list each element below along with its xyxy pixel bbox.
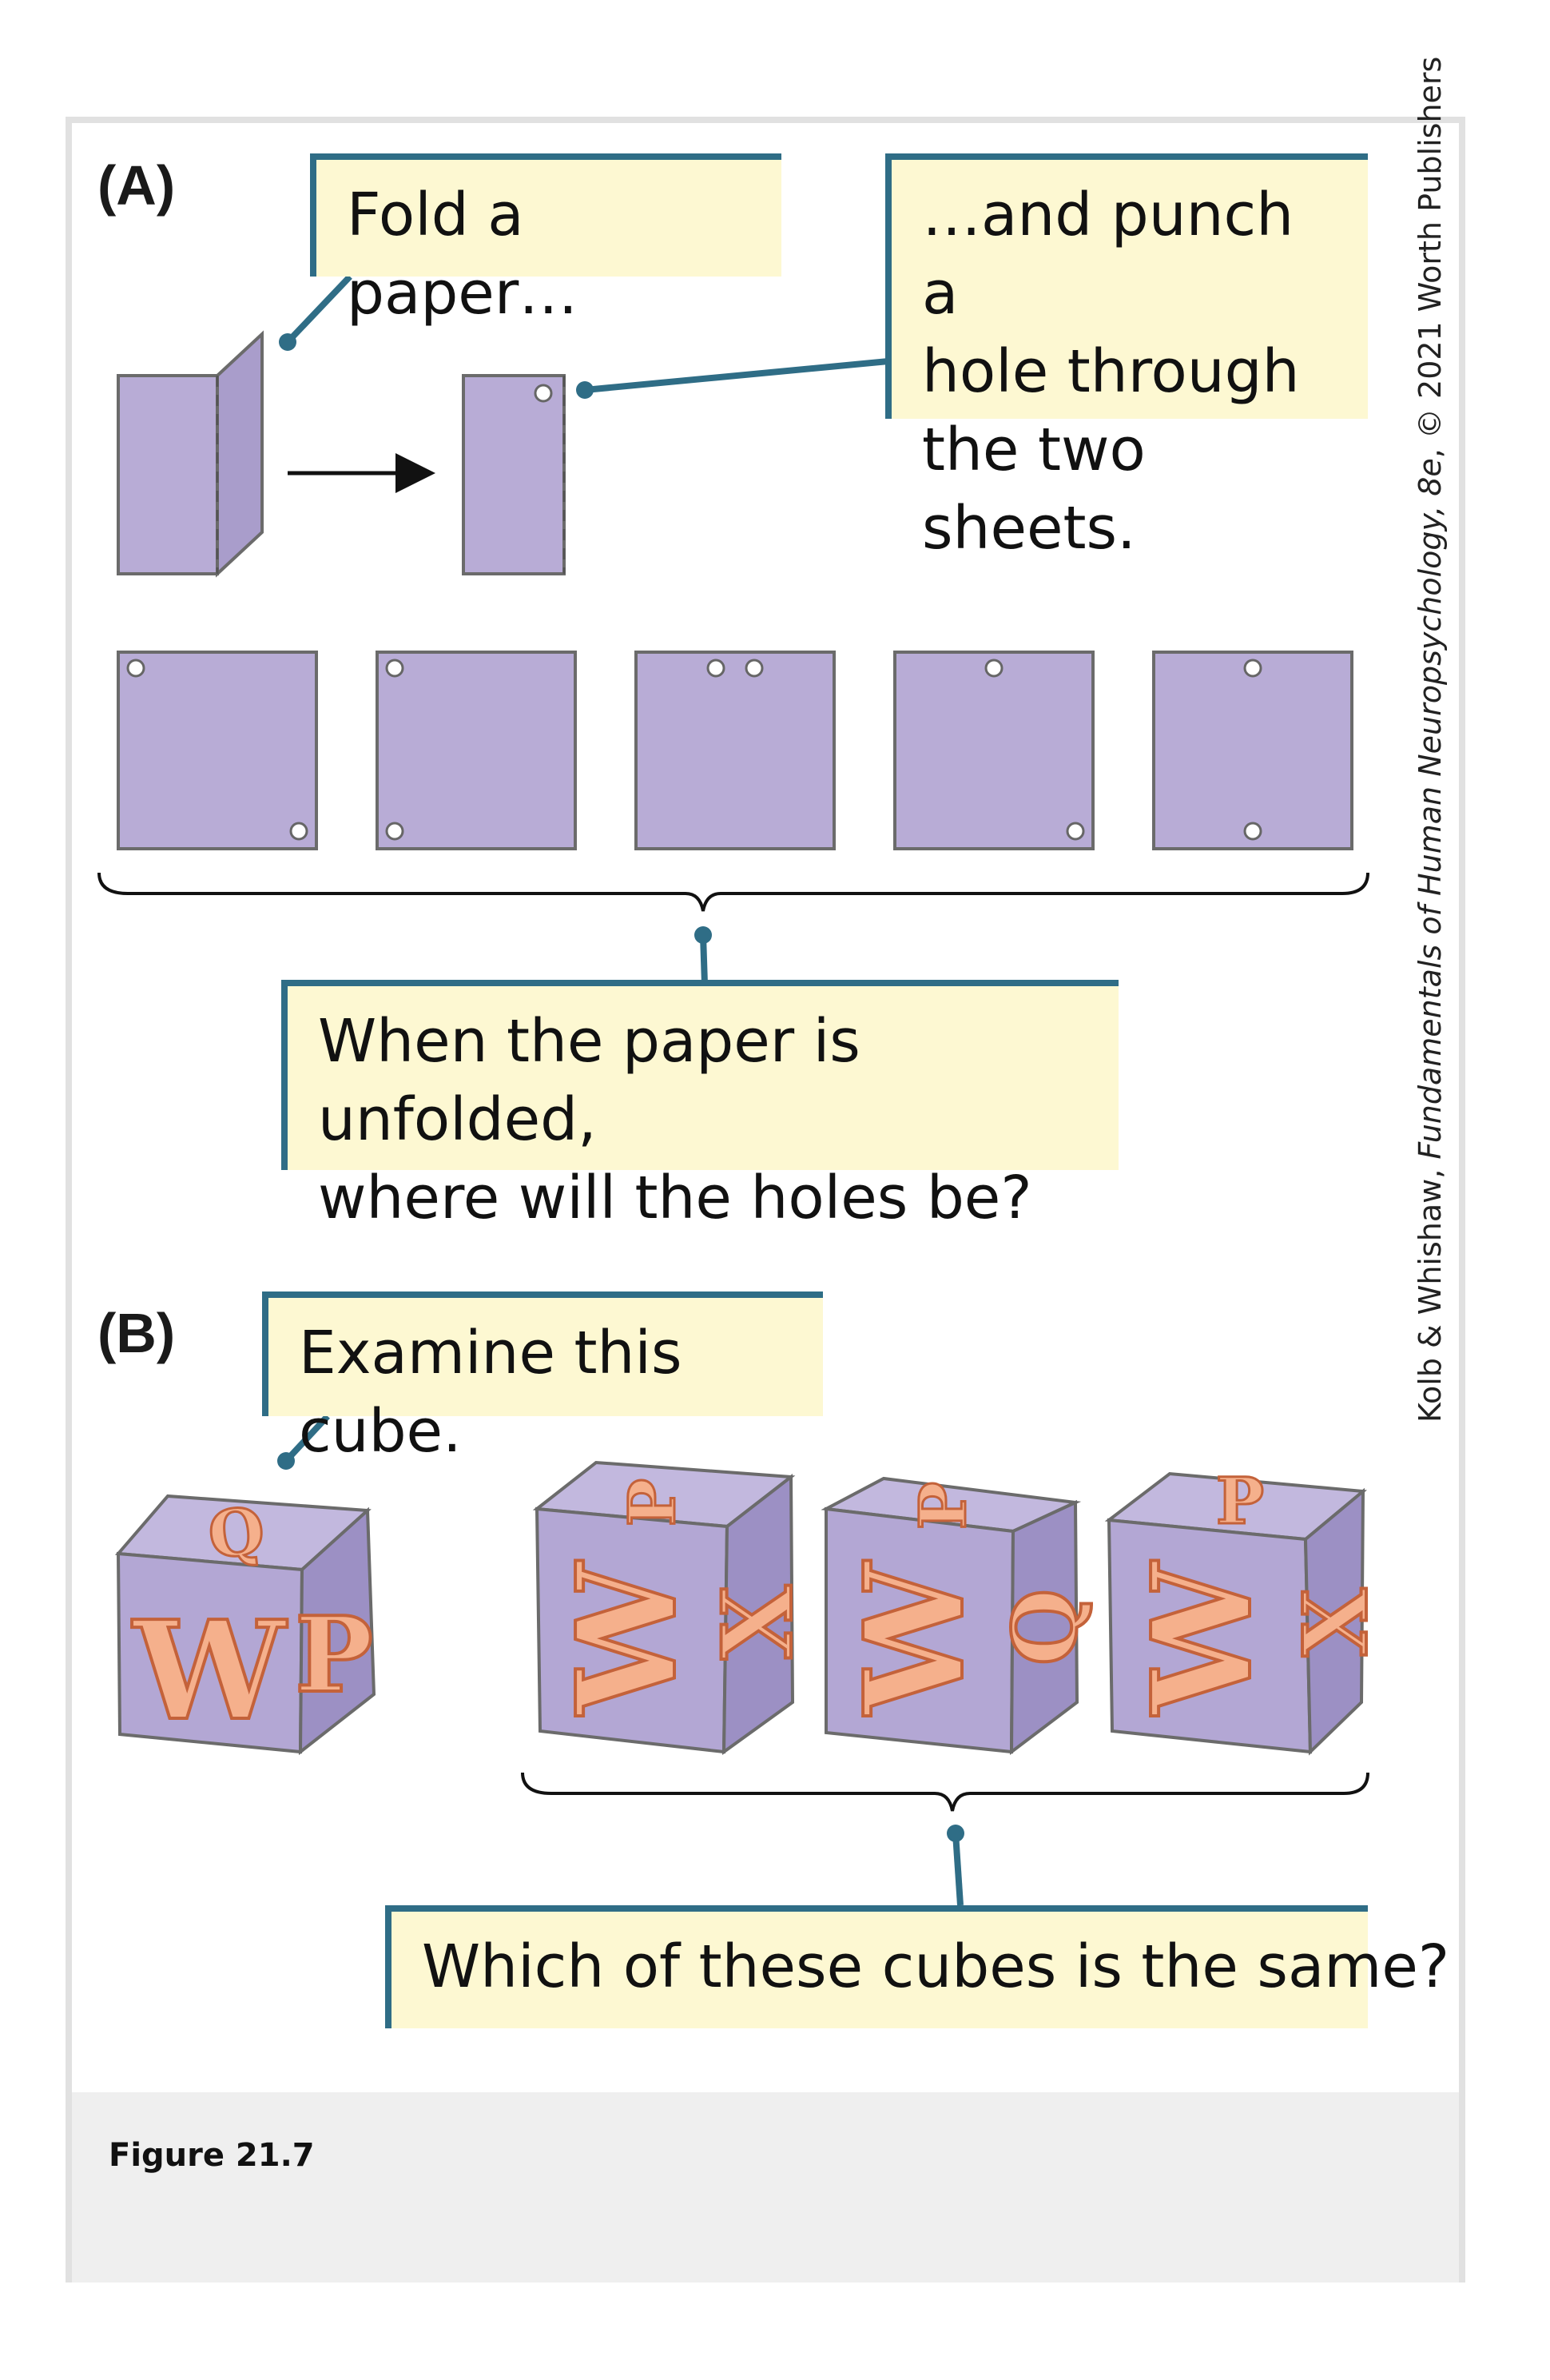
- answer-option-3[interactable]: [636, 652, 834, 849]
- cube-option-2-side-letter: Q: [993, 1589, 1096, 1666]
- fold-paper-callout: Fold a paper…: [310, 153, 781, 277]
- caption-bar: [72, 2092, 1459, 2282]
- cube-letter-front: W: [133, 1591, 286, 1751]
- cube-option-1-side-letter: X: [701, 1585, 814, 1660]
- copyright-credit: [1413, 56, 1453, 1423]
- answer-options-brace: [99, 873, 1368, 985]
- panel-b-label: (B): [97, 1302, 176, 1364]
- answer-option-1[interactable]: [118, 652, 316, 849]
- unfold-question-callout: When the paper is unfolded, where will the holes be?: [281, 980, 1119, 1170]
- cube-option-1[interactable]: [537, 1463, 814, 1752]
- cube-letter-side: P: [295, 1594, 373, 1716]
- cube-option-2-top-letter: P: [905, 1481, 980, 1530]
- punch-callout-connector: [576, 361, 888, 399]
- cube-option-2[interactable]: [826, 1479, 1096, 1752]
- punched-paper-icon: [463, 376, 564, 574]
- cube-option-3-top-letter: P: [1215, 1463, 1265, 1538]
- cube-options-brace: [523, 1773, 1368, 1905]
- answer-option-4[interactable]: [895, 652, 1093, 849]
- examine-cube-callout: Examine this cube.: [262, 1291, 823, 1416]
- cube-option-3[interactable]: [1109, 1463, 1387, 1752]
- folded-paper-icon: [118, 334, 262, 574]
- credit-authors: Kolb & Whishaw,: [1413, 1159, 1448, 1423]
- cube-option-3-side-letter: X: [1284, 1588, 1387, 1657]
- punch-hole-callout: …and punch a hole through the two sheets.: [885, 153, 1368, 419]
- credit-rest: , © 2021 Worth Publishers: [1413, 56, 1448, 459]
- panel-a-label: (A): [97, 154, 176, 217]
- cube-option-1-front-letter: W: [547, 1562, 707, 1715]
- cube-letter-top: Q: [205, 1492, 268, 1574]
- which-cube-question-callout: Which of these cubes is the same?: [385, 1905, 1368, 2028]
- answer-option-5[interactable]: [1154, 652, 1352, 849]
- cube-option-3-front-letter: W: [1123, 1562, 1282, 1715]
- cube-option-2-front-letter: W: [835, 1562, 995, 1715]
- credit-title: Fundamentals of Human Neuropsychology, 8e: [1413, 458, 1448, 1160]
- fold-callout-connector: [279, 277, 350, 351]
- figure-caption: Figure 21.7: [109, 2137, 315, 2174]
- reference-cube: [118, 1493, 374, 1752]
- answer-option-2[interactable]: [377, 652, 575, 849]
- cube-option-1-top-letter: P: [614, 1478, 690, 1527]
